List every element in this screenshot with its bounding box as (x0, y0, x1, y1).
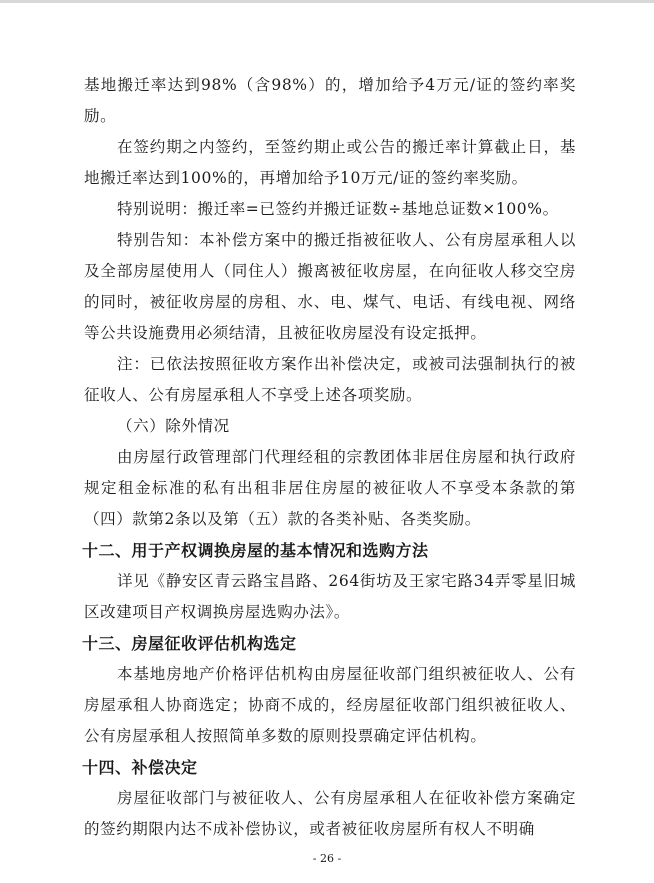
paragraph-note: 注：已依法按照征收方案作出补偿决定，或被司法强制执行的被征收人、公有房屋承租人不享受上述各项奖励。 (84, 355, 576, 404)
paragraph-exclusions: 由房屋行政管理部门代理经租的宗教团体非居住房屋和执行政府规定租金标准的私有出租非居住房屋的被征收人不享受本条款的第（四）款第2条以及第（五）款的各类补贴、各类奖励。 (84, 448, 576, 528)
section-heading-14: 十四、补偿决定 (82, 758, 198, 777)
section-body-13: 本基地房地产价格评估机构由房屋征收部门组织被征收人、公有房屋承租人协商选定；协商不成的，经房屋征收部门组织被征收人、公有房屋承租人按照简单多数的原则投票确定评估机构。 (84, 665, 576, 745)
section-heading-12: 十二、用于产权调换房屋的基本情况和选购方法 (82, 541, 429, 560)
section-body-14: 房屋征收部门与被征收人、公有房屋承租人在征收补偿方案确定的签约期限内达不成补偿协议，或者被征收房屋所有权人不明确 (84, 789, 576, 838)
paragraph-special-notice: 特别告知：本补偿方案中的搬迁指被征收人、公有房屋承租人以及全部房屋使用人（同住人）搬离被征收房屋，在向征收人移交空房的同时，被征收房屋的房租、水、电、煤气、电话、有线电视、网络等公共设施费用必须结清，且被征收房屋没有设定抵押。 (84, 231, 576, 342)
page-number: - 26 - (312, 852, 342, 865)
document-body (84, 70, 576, 845)
subsection-heading-exclusions: （六）除外情况 (117, 417, 230, 435)
paragraph-reward-98: 基地搬迁率达到98%（含98%）的，增加给予4万元/证的签约率奖励。 (84, 76, 576, 125)
top-rule (0, 0, 654, 3)
section-body-12: 详见《静安区青云路宝昌路、264街坊及王家宅路34弄零星旧城区改建项目产权调换房屋选购办法》。 (84, 572, 576, 621)
paragraph-special-note: 特别说明：搬迁率=已签约并搬迁证数÷基地总证数×100%。 (117, 200, 559, 218)
section-heading-13: 十三、房屋征收评估机构选定 (82, 634, 297, 653)
paragraph-reward-100: 在签约期之内签约，至签约期止或公告的搬迁率计算截止日，基地搬迁率达到100%的，再增加给予10万元/证的签约率奖励。 (84, 138, 576, 187)
